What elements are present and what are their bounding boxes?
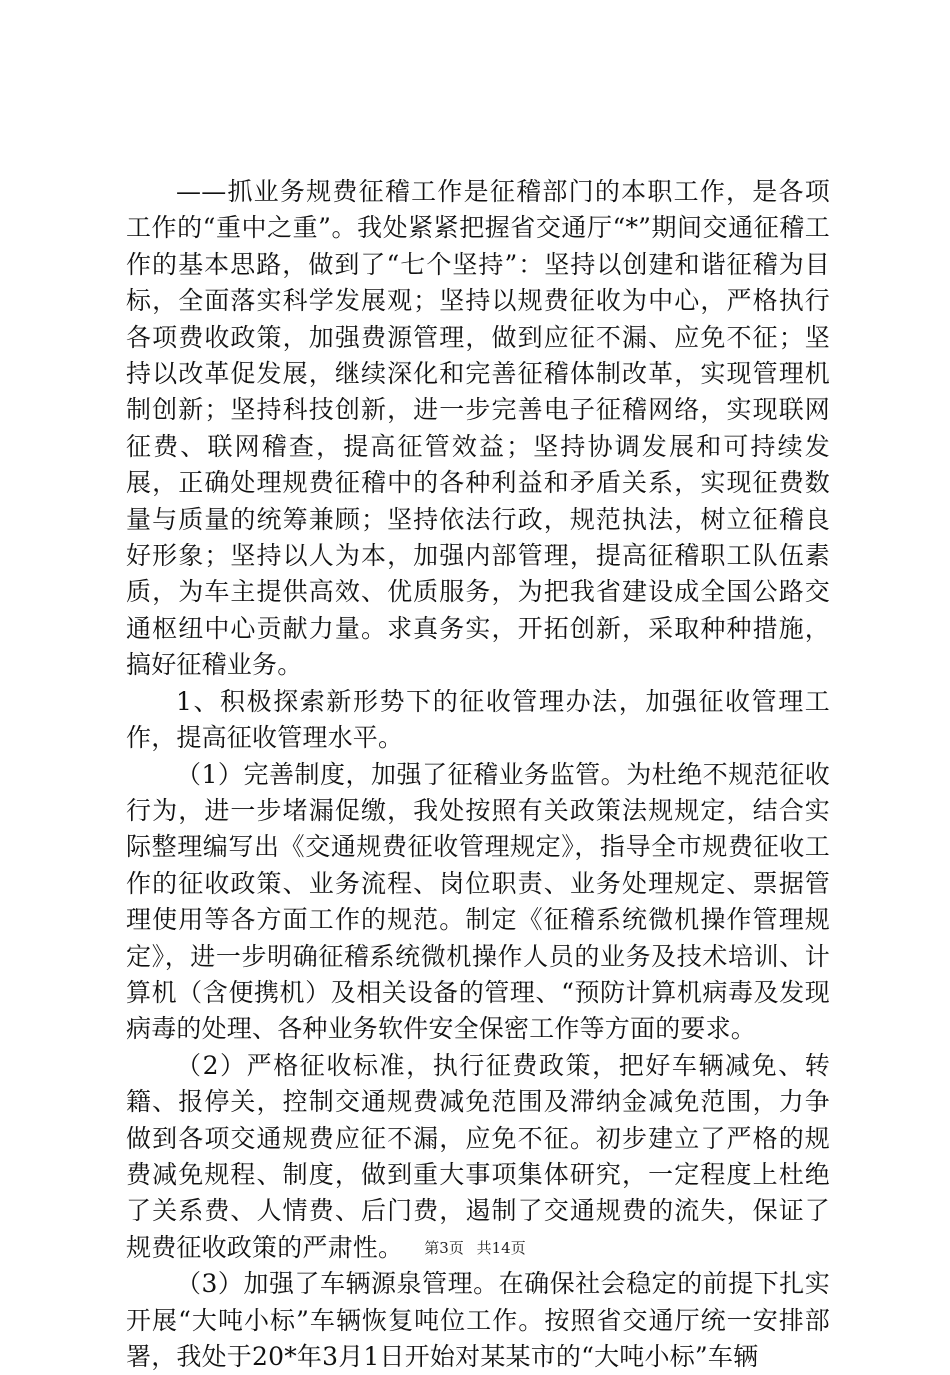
document-body xyxy=(126,174,830,1375)
page-footer xyxy=(0,1238,950,1258)
paragraph-section-1: 1、积极探索新形势下的征收管理办法，加强征收管理工作，提高征收管理水平。 xyxy=(126,686,830,753)
paragraph-item-3: （3）加强了车辆源泉管理。在确保社会稳定的前提下扎实开展“大吨小标”车辆恢复吨位工作。按照省交通厅统一安排部署，我处于20*年3月1日开始对某某市的“大吨小标”车辆 xyxy=(126,1269,830,1371)
page-total: 共14页 xyxy=(476,1239,526,1257)
paragraph-item-2: （2）严格征收标准，执行征费政策，把好车辆减免、转籍、报停关，控制交通规费减免范围及滞纳金减免范围，力争做到各项交通规费应征不漏，应免不征。初步建立了严格的规费减免规程、制度，做到重大事项集体研究，一定程度上杜绝了关系费、人情费、后门费，遏制了交通规费的流失，保证了规费征收政策的严肃性。 xyxy=(126,1050,830,1262)
paragraph-item-1: （1）完善制度，加强了征稽业务监管。为杜绝不规范征收行为，进一步堵漏促缴，我处按照有关政策法规规定，结合实际整理编写出《交通规费征收管理规定》，指导全市规费征收工作的征收政策、业务流程、岗位职责、业务处理规定、票据管理使用等各方面工作的规范。制定《征稽系统微机操作管理规定》，进一步明确征稽系统微机操作人员的业务及技术培训、计算机（含便携机）及相关设备的管理、“预防计算机病毒及发现病毒的处理、各种业务软件安全保密工作等方面的要求。 xyxy=(126,759,830,1044)
page-number: 第3页 xyxy=(424,1239,464,1257)
paragraph-intro: ——抓业务规费征稽工作是征稽部门的本职工作，是各项工作的“重中之重”。我处紧紧把握省交通厅“*”期间交通征稽工作的基本思路，做到了“七个坚持”：坚持以创建和谐征稽为目标，全面落实科学发展观；坚持以规费征收为中心，严格执行各项费收政策，加强费源管理，做到应征不漏、应免不征；坚持以改革促发展，继续深化和完善征稽体制改革，实现管理机制创新；坚持科技创新，进一步完善电子征稽网络，实现联网征费、联网稽查，提高征管效益；坚持协调发展和可持续发展，正确处理规费征稽中的各种利益和矛盾关系，实现征费数量与质量的统筹兼顾；坚持依法行政，规范执法，树立征稽良好形象；坚持以人为本，加强内部管理，提高征稽职工队伍素质，为车主提供高效、优质服务，为把我省建设成全国公路交通枢纽中心贡献力量。求真务实，开拓创新，采取种种措施，搞好征稽业务。 xyxy=(126,177,830,680)
